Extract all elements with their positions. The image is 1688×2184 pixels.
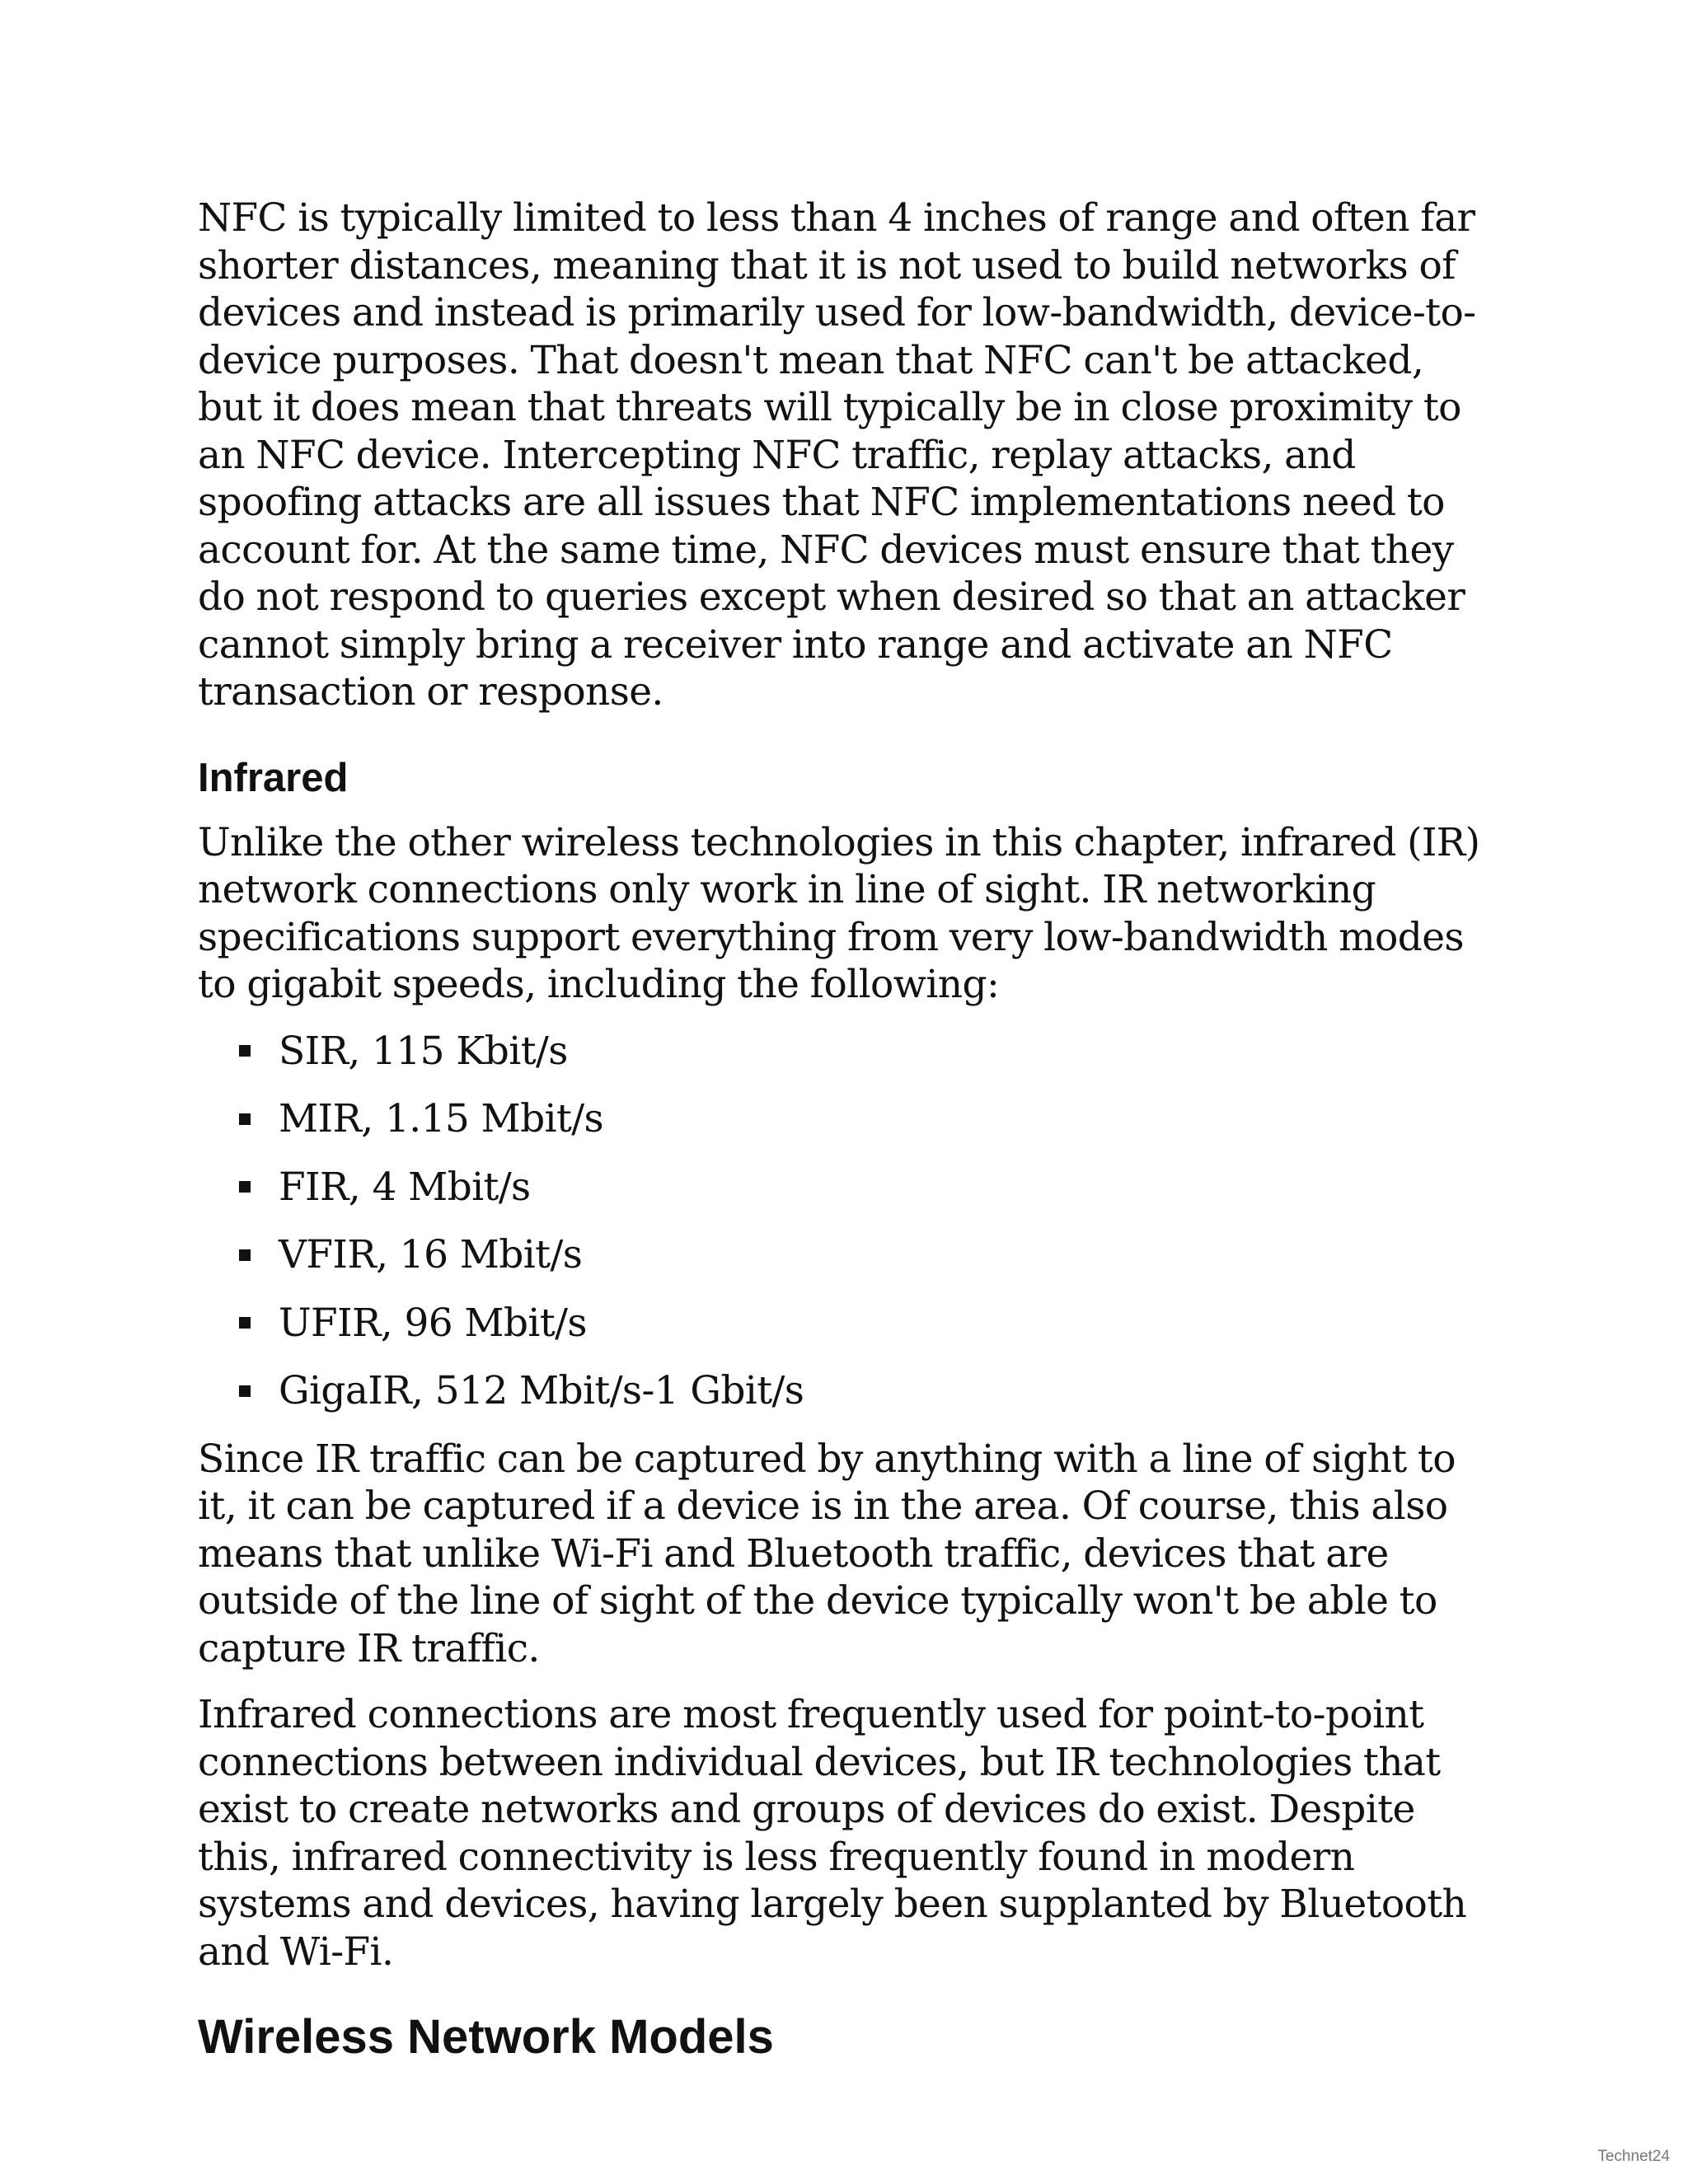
- watermark: Technet24: [1597, 2148, 1670, 2165]
- bullet-icon: [239, 1181, 251, 1193]
- bullet-icon: [239, 1385, 251, 1397]
- list-item-text: VFIR, 16 Mbit/s: [279, 1232, 583, 1277]
- paragraph-ir-capture: Since IR traffic can be captured by anything with a line of sight to it, it can be captured if a device is in the area. Of course, this also means that unlike Wi-Fi and Bluetooth traffic, devices that are outside of the line of sight of the device typically won't be able to capture IR traffic.: [198, 1436, 1456, 1671]
- heading-wireless-network-models: Wireless Network Models: [198, 2010, 774, 2064]
- list-item-text: MIR, 1.15 Mbit/s: [279, 1096, 604, 1141]
- bullet-icon: [239, 1317, 251, 1329]
- paragraph-ir-usage: Infrared connections are most frequently used for point-to-point connections between individual devices, but IR technologies that exist to create networks and groups of devices do exist. Despite this, infrared connectivity is less frequently found in modern systems and devices, having largely been supplanted by Bluetooth and Wi-Fi.: [198, 1692, 1467, 1975]
- paragraph-ir-intro: Unlike the other wireless technologies in this chapter, infrared (IR) network connections only work in line of sight. IR networking specifications support everything from very low-bandwidth modes to gigabit speeds, including the following:: [198, 819, 1480, 1007]
- document-page: [198, 194, 1484, 2066]
- heading-infrared: Infrared: [198, 755, 349, 800]
- list-item: [239, 1367, 1484, 1415]
- list-item: [239, 1164, 1484, 1212]
- bullet-icon: [239, 1113, 251, 1125]
- list-item: [239, 1231, 1484, 1279]
- list-item-text: GigaIR, 512 Mbit/s-1 Gbit/s: [279, 1368, 804, 1413]
- ir-speed-list: [198, 1028, 1484, 1415]
- list-item-text: UFIR, 96 Mbit/s: [279, 1300, 587, 1346]
- paragraph-nfc: NFC is typically limited to less than 4 inches of range and often far shorter distances, meaning that it is not used to build networks of devices and instead is primarily used for low-bandwidth, device-to-device purposes. That doesn't mean that NFC can't be attacked, but it does mean that threats will typically be in close proximity to an NFC device. Intercepting NFC traffic, replay attacks, and spoofing attacks are all issues that NFC implementations need to account for. At the same time, NFC devices must ensure that they do not respond to queries except when desired so that an attacker cannot simply bring a receiver into range and activate an NFC transaction or response.: [198, 195, 1476, 715]
- bullet-icon: [239, 1045, 251, 1057]
- list-item-text: SIR, 115 Kbit/s: [279, 1028, 568, 1074]
- list-item: [239, 1028, 1484, 1076]
- list-item-text: FIR, 4 Mbit/s: [279, 1164, 531, 1210]
- list-item: [239, 1095, 1484, 1143]
- list-item: [239, 1300, 1484, 1347]
- bullet-icon: [239, 1249, 251, 1261]
